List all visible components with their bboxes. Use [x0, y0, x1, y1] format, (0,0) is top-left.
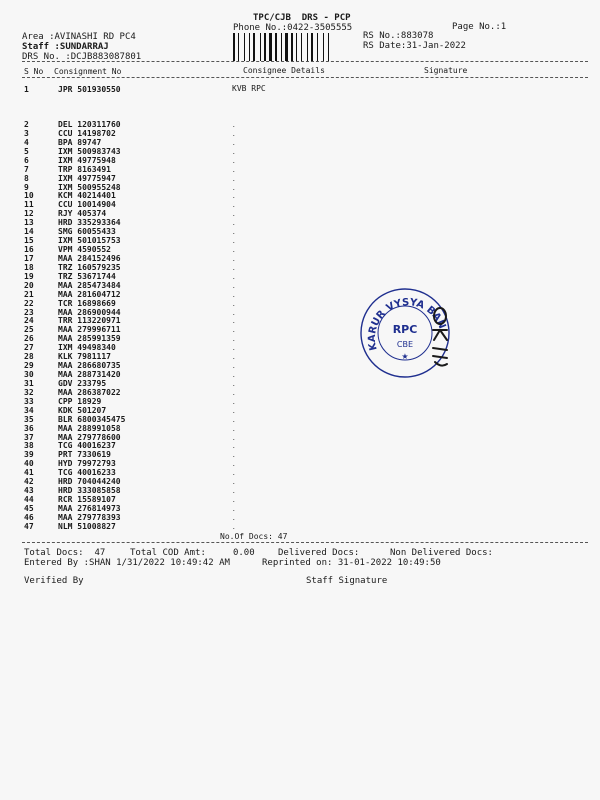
- row-sno: 44: [24, 495, 34, 505]
- row-consignment: HRD 335293364: [58, 218, 121, 228]
- row-separator-dot: .: [232, 380, 236, 388]
- row-consignment: TRP 8163491: [58, 164, 111, 174]
- row-sno: 20: [24, 280, 34, 290]
- row-sno: 30: [24, 370, 34, 380]
- row-sno: 42: [24, 477, 34, 487]
- barcode: [232, 33, 357, 61]
- row-consignment: JPR 501930550: [58, 85, 121, 94]
- row-consignment: DEL 120311760: [58, 120, 121, 129]
- row-sno: 7: [24, 164, 29, 174]
- row-consignment: MAA 288991058: [58, 423, 121, 433]
- row-separator-dot: .: [232, 336, 236, 344]
- row-separator-dot: .: [232, 372, 236, 380]
- row-sno: 17: [24, 253, 34, 263]
- row-sno: 33: [24, 396, 34, 406]
- area-label: Area :AVINASHI RD PC4: [22, 32, 136, 42]
- entered-by: Entered By :SHAN 1/31/2022 10:49:42 AM: [24, 558, 230, 568]
- row-sno: 23: [24, 307, 34, 317]
- svg-text:CBE: CBE: [396, 340, 414, 349]
- divider: [22, 542, 588, 543]
- row-consignee: KVB RPC: [232, 84, 266, 93]
- row-consignment: KCM 40214401: [58, 191, 116, 201]
- row-sno: 24: [24, 316, 34, 326]
- row-sno: 39: [24, 450, 34, 460]
- column-header-consignment: Consignment No: [54, 67, 122, 76]
- row-consignment: VPM 4590552: [58, 245, 111, 255]
- row-consignment: CCU 10014904: [58, 200, 116, 210]
- drs-number: DRS No. :DCJB883087801: [22, 52, 142, 62]
- row-sno: 4: [24, 137, 29, 147]
- row-consignment: TCG 40016237: [58, 441, 116, 451]
- row-sno: 16: [24, 245, 34, 255]
- row-separator-dot: .: [232, 345, 236, 353]
- report-title: TPC/CJB DRS - PCP: [253, 13, 351, 23]
- rs-date: RS Date:31-Jan-2022: [363, 41, 466, 51]
- row-consignment: IXM 49775947: [58, 173, 116, 183]
- svg-text:KARUR VYSYA BANK: KARUR VYSYA BANK: [366, 297, 448, 352]
- row-separator-dot: .: [232, 229, 236, 237]
- reprinted-on: Reprinted on: 31-01-2022 10:49:50: [262, 558, 441, 568]
- row-sno: 19: [24, 271, 34, 281]
- divider: [22, 61, 588, 62]
- row-consignment: RJY 405374: [58, 209, 107, 219]
- row-separator-dot: .: [232, 470, 236, 478]
- svg-text:★: ★: [401, 352, 409, 361]
- row-separator-dot: .: [232, 130, 236, 138]
- handwritten-note: [423, 304, 457, 374]
- row-consignment: IXM 49498340: [58, 343, 116, 353]
- row-sno: 31: [24, 378, 34, 388]
- row-consignment: MAA 286387022: [58, 387, 121, 397]
- row-sno: 43: [24, 486, 34, 496]
- row-sno: 46: [24, 512, 34, 522]
- page-number: Page No.:1: [452, 22, 507, 32]
- row-separator-dot: .: [232, 488, 236, 496]
- row-sno: 40: [24, 459, 34, 469]
- row-separator-dot: .: [232, 461, 236, 469]
- column-header-sno: S No: [24, 67, 44, 76]
- row-sno: 13: [24, 218, 34, 228]
- row-sno: 22: [24, 298, 34, 308]
- row-sno: 45: [24, 503, 34, 513]
- row-sno: 21: [24, 289, 34, 299]
- row-separator-dot: .: [232, 389, 236, 397]
- non-delivered-docs: Non Delivered Docs:: [390, 548, 493, 558]
- row-sno: 15: [24, 236, 34, 246]
- row-consignment: HRD 704044240: [58, 477, 121, 487]
- row-consignment: KLK 7981117: [58, 352, 111, 362]
- verified-by: Verified By: [24, 576, 84, 586]
- row-consignment: MAA 288731420: [58, 370, 121, 380]
- row-separator-dot: .: [232, 479, 236, 487]
- row-separator-dot: .: [232, 291, 236, 299]
- row-separator-dot: .: [232, 514, 236, 522]
- no-of-docs: No.Of Docs: 47: [220, 532, 288, 541]
- row-separator-dot: .: [232, 300, 236, 308]
- phone-number: Phone No.:0422-3505555: [233, 23, 353, 33]
- row-consignment: MAA 285991359: [58, 334, 121, 344]
- row-sno: 14: [24, 227, 34, 237]
- staff-label: Staff :SUNDARRAJ: [22, 42, 109, 52]
- row-separator-dot: .: [232, 443, 236, 451]
- row-separator-dot: .: [232, 407, 236, 415]
- row-sno: 9: [24, 182, 29, 192]
- row-sno: 28: [24, 352, 34, 362]
- svg-text:RPC: RPC: [392, 323, 418, 336]
- total-docs: Total Docs: 47: [24, 548, 106, 558]
- row-separator-dot: .: [232, 398, 236, 406]
- row-sno: 3: [24, 128, 29, 138]
- row-sno: 10: [24, 191, 34, 201]
- row-consignment: MAA 286900944: [58, 307, 121, 317]
- column-header-consignee: Consignee Details: [243, 66, 325, 75]
- total-cod-amount: Total COD Amt: 0.00: [130, 548, 255, 558]
- row-sno: 25: [24, 325, 34, 335]
- row-consignment: NLM 51008827: [58, 521, 116, 531]
- row-separator-dot: .: [232, 157, 236, 165]
- row-consignment: PRT 7330619: [58, 450, 111, 460]
- row-separator-dot: .: [232, 363, 236, 371]
- row-sno: 35: [24, 414, 34, 424]
- row-consignment: BLR 6800345475: [58, 414, 126, 424]
- row-sno: 12: [24, 209, 34, 219]
- row-consignment: TRR 113220971: [58, 316, 121, 326]
- row-separator-dot: .: [232, 327, 236, 335]
- delivered-docs: Delivered Docs:: [278, 548, 360, 558]
- row-consignment: IXM 500983743: [58, 146, 121, 156]
- row-separator-dot: .: [232, 255, 236, 263]
- row-consignment: CCU 14198702: [58, 128, 116, 138]
- row-consignment: MAA 284152496: [58, 253, 121, 263]
- row-consignment: TCG 40016233: [58, 468, 116, 478]
- row-separator-dot: .: [232, 184, 236, 192]
- row-separator-dot: .: [232, 505, 236, 513]
- row-consignment: TRZ 53671744: [58, 271, 116, 281]
- row-consignment: BPA 89747: [58, 137, 102, 147]
- row-sno: 29: [24, 361, 34, 371]
- row-consignment: MAA 279778393: [58, 512, 121, 522]
- row-separator-dot: .: [232, 220, 236, 228]
- rs-number: RS No.:883078: [363, 31, 434, 41]
- row-separator-dot: .: [232, 166, 236, 174]
- row-consignment: MAA 285473484: [58, 280, 121, 290]
- row-sno: 18: [24, 262, 34, 272]
- row-consignment: MAA 286680735: [58, 361, 121, 371]
- row-consignment: MAA 281604712: [58, 289, 121, 299]
- row-separator-dot: .: [232, 282, 236, 290]
- row-consignment: IXM 500955248: [58, 182, 121, 192]
- row-consignment: TRZ 160579235: [58, 262, 121, 272]
- row-separator-dot: .: [232, 309, 236, 317]
- row-consignment: KDK 501207: [58, 405, 107, 415]
- row-consignment: MAA 276814973: [58, 503, 121, 513]
- row-consignment: RCR 15589107: [58, 495, 116, 505]
- row-separator-dot: .: [232, 354, 236, 362]
- row-separator-dot: .: [232, 416, 236, 424]
- row-separator-dot: .: [232, 523, 236, 531]
- row-consignment: CPP 18929: [58, 396, 102, 406]
- row-sno: 36: [24, 423, 34, 433]
- row-sno: 2: [24, 120, 29, 129]
- column-header-signature: Signature: [424, 66, 468, 75]
- row-sno: 26: [24, 334, 34, 344]
- row-separator-dot: .: [232, 425, 236, 433]
- row-consignment: SMG 60055433: [58, 227, 116, 237]
- row-sno: 8: [24, 173, 29, 183]
- row-separator-dot: .: [232, 139, 236, 147]
- row-sno: 27: [24, 343, 34, 353]
- row-sno: 47: [24, 521, 34, 531]
- row-sno: 38: [24, 441, 34, 451]
- row-separator-dot: .: [232, 318, 236, 326]
- row-sno: 37: [24, 432, 34, 442]
- row-separator-dot: .: [232, 193, 236, 201]
- row-sno: 6: [24, 155, 29, 165]
- row-separator-dot: .: [232, 264, 236, 272]
- row-consignment: MAA 279996711: [58, 325, 121, 335]
- row-consignment: HRD 333085858: [58, 486, 121, 496]
- row-separator-dot: .: [232, 434, 236, 442]
- row-separator-dot: .: [232, 211, 236, 219]
- divider: [22, 77, 588, 78]
- row-sno: 5: [24, 146, 29, 156]
- row-separator-dot: .: [232, 452, 236, 460]
- row-consignment: HYD 79972793: [58, 459, 116, 469]
- row-separator-dot: .: [232, 247, 236, 255]
- row-separator-dot: .: [232, 273, 236, 281]
- row-sno: 1: [24, 85, 29, 94]
- row-separator-dot: .: [232, 202, 236, 210]
- row-sno: 32: [24, 387, 34, 397]
- staff-signature: Staff Signature: [306, 576, 388, 586]
- row-sno: 34: [24, 405, 34, 415]
- row-consignment: IXM 49775948: [58, 155, 116, 165]
- row-consignment: MAA 279778600: [58, 432, 121, 442]
- row-sno: 41: [24, 468, 34, 478]
- row-separator-dot: .: [232, 122, 236, 129]
- row-separator-dot: .: [232, 175, 236, 183]
- row-consignment: IXM 501015753: [58, 236, 121, 246]
- row-separator-dot: .: [232, 148, 236, 156]
- row-separator-dot: .: [232, 497, 236, 505]
- row-consignment: TCR 16898669: [58, 298, 116, 308]
- row-consignment: GDV 233795: [58, 378, 107, 388]
- row-separator-dot: .: [232, 238, 236, 246]
- row-sno: 11: [24, 200, 34, 210]
